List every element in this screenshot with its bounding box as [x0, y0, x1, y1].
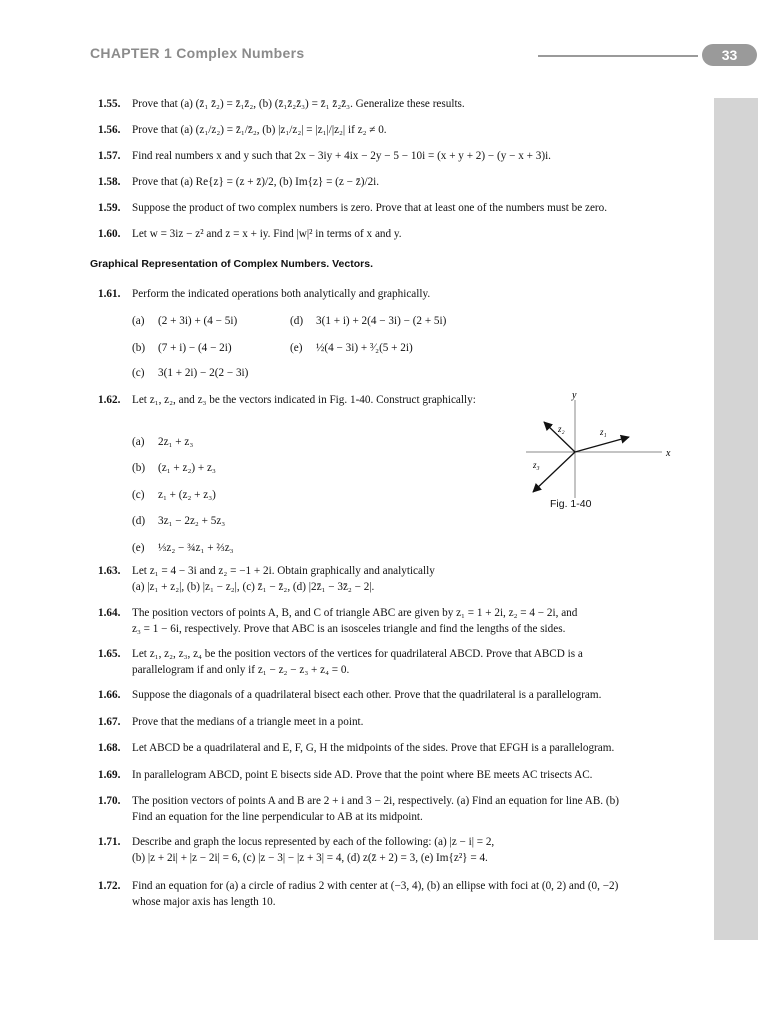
problem-number: 1.68. [98, 742, 121, 754]
part-c [132, 487, 216, 503]
part-label: (a) [132, 315, 145, 327]
problem-text: Suppose the product of two complex numbers is zero. Prove that at least one of the numbers must be zero. [132, 202, 608, 214]
problem-text: Prove that (a) Re{z} = (z + z̄)/2, (b) Im{z} = (z − z̄)/2i. [132, 176, 380, 188]
problem-number: 1.70. [98, 795, 121, 807]
part-e [132, 540, 234, 556]
part-label: (c) [132, 367, 145, 379]
problem-text: Perform the indicated operations both analytically and graphically. [132, 288, 431, 300]
problem-text-line: Prove that the medians of a triangle meet in a point. [132, 716, 364, 728]
part-expression: 3(1 + i) + 2(4 − 3i) − (2 + 5i) [316, 315, 447, 327]
problem-text: Let z₁, z₂, and z₃ be the vectors indicated in Fig. 1-40. Construct graphically: [132, 394, 476, 406]
problem-number: 1.66. [98, 689, 121, 701]
problem-text-line: Find an equation for the line perpendicular to AB at its midpoint. [132, 811, 423, 823]
problem-number: 1.56. [98, 124, 121, 136]
problem-number: 1.60. [98, 228, 121, 240]
problem-number: 1.64. [98, 607, 121, 619]
part-c [132, 365, 248, 381]
problem-number: 1.61. [98, 288, 121, 300]
page-header [90, 44, 738, 66]
problem-text-line: The position vectors of points A, B, and C of triangle ABC are given by z₁ = 1 + 2i, z₂ = 4 − 2i, and [132, 607, 578, 619]
problem-text-line: parallelogram if and only if z₁ − z₂ − z₃ + z₄ = 0. [132, 664, 350, 676]
problem-number: 1.71. [98, 836, 121, 848]
vector-z2-label: z₂ [558, 424, 565, 434]
x-axis-label: x [666, 448, 671, 459]
problem-number: 1.63. [98, 565, 121, 577]
part-label: (c) [132, 489, 145, 501]
chapter-title: CHAPTER 1 Complex Numbers [90, 45, 305, 61]
problem-number: 1.62. [98, 394, 121, 406]
problem-number: 1.58. [98, 176, 121, 188]
problem-number: 1.59. [98, 202, 121, 214]
vector-z3-label: z₃ [533, 460, 540, 470]
part-label: (b) [132, 462, 146, 474]
problem-text-line: Describe and graph the locus represented by each of the following: (a) |z − i| = 2, [132, 836, 495, 848]
vector-z1-label: z₁ [600, 427, 607, 437]
page-number-badge: 33 [702, 44, 757, 66]
problem-text-line: In parallelogram ABCD, point E bisects side AD. Prove that the point where BE meets AC trisects AC. [132, 769, 593, 781]
part-e [290, 340, 413, 356]
problem-text-line: Let z₁, z₂, z₃, z₄ be the position vectors of the vertices for quadrilateral ABCD. Prove that ABCD is a [132, 648, 583, 660]
vector-z3 [533, 452, 575, 492]
part-expression: 2z₁ + z₃ [158, 436, 194, 448]
problem-number: 1.72. [98, 880, 121, 892]
figure-caption: Fig. 1-40 [550, 498, 592, 510]
problem-text: Prove that (a) (z̄₁ z̄₂) = z̄₁z̄₂, (b) (z̄₁z̄₂z̄₃) = z̄₁ z̄₂z̄₃. Generalize these results. [132, 98, 465, 110]
part-expression: (7 + i) − (4 − 2i) [158, 342, 232, 354]
problem-text-line: (a) |z₁ + z₂|, (b) |z₁ − z₂|, (c) z̄₁ − z̄₂, (d) |2z̄₁ − 3z̄₂ − 2|. [132, 581, 375, 593]
part-a [132, 434, 193, 450]
part-b [132, 460, 216, 476]
part-b [132, 340, 232, 356]
part-d [290, 313, 446, 329]
problem-number: 1.67. [98, 716, 121, 728]
section-heading: Graphical Representation of Complex Numbers. Vectors. [90, 258, 373, 270]
part-expression: 3(1 + 2i) − 2(2 − 3i) [158, 367, 249, 379]
part-label: (b) [132, 342, 146, 354]
part-expression: ½(4 − 3i) + ³⁄₂(5 + 2i) [316, 342, 413, 354]
header-rule [538, 55, 698, 57]
part-label: (d) [132, 515, 146, 527]
y-axis-label: y [572, 390, 577, 401]
problem-number: 1.69. [98, 769, 121, 781]
problem-text: Prove that (a) (z₁/z₂) = z̄₁/z̄₂, (b) |z₁/z₂| = |z₁|/|z₂| if z₂ ≠ 0. [132, 124, 387, 136]
part-d [132, 513, 225, 529]
problem-text-line: (b) |z + 2i| + |z − 2i| = 6, (c) |z − 3| − |z + 3| = 4, (d) z(z̄ + 2) = 3, (e) Im{z²} = 4. [132, 852, 488, 864]
problem-number: 1.57. [98, 150, 121, 162]
problem-number: 1.55. [98, 98, 121, 110]
part-label: (a) [132, 436, 145, 448]
part-expression: (z₁ + z₂) + z₃ [158, 462, 216, 474]
vector-z1 [575, 437, 629, 452]
problem-text-line: Suppose the diagonals of a quadrilateral bisect each other. Prove that the quadrilateral is a parallelogram. [132, 689, 602, 701]
problem-text-line: Let ABCD be a quadrilateral and E, F, G, H the midpoints of the sides. Prove that EFGH is a parallelogram. [132, 742, 615, 754]
problem-text-line: whose major axis has length 10. [132, 896, 276, 908]
problem-number: 1.65. [98, 648, 121, 660]
problem-text-line: z₃ = 1 − 6i, respectively. Prove that ABC is an isosceles triangle and find the lengths of the sides. [132, 623, 566, 635]
problem-text-line: Let z₁ = 4 − 3i and z₂ = −1 + 2i. Obtain graphically and analytically [132, 565, 435, 577]
part-label: (e) [290, 342, 303, 354]
part-label: (d) [290, 315, 304, 327]
part-expression: z₁ + (z₂ + z₃) [158, 489, 216, 501]
part-expression: (2 + 3i) + (4 − 5i) [158, 315, 238, 327]
part-expression: ⅓z₂ − ¾z₁ + ⅔z₃ [158, 542, 234, 554]
part-expression: 3z₁ − 2z₂ + 5z₃ [158, 515, 226, 527]
problem-text-line: The position vectors of points A and B are 2 + i and 3 − 2i, respectively. (a) Find an equation for line AB. (b) [132, 795, 619, 807]
problem-text-line: Find an equation for (a) a circle of radius 2 with center at (−3, 4), (b) an ellipse with foci at (0, 2) and (0, −2) [132, 880, 619, 892]
problem-text: Find real numbers x and y such that 2x − 3iy + 4ix − 2y − 5 − 10i = (x + y + 2) − (y − x + 3)i. [132, 150, 551, 162]
part-label: (e) [132, 542, 145, 554]
problem-text: Let w = 3iz − z² and z = x + iy. Find |w|² in terms of x and y. [132, 228, 402, 240]
part-a [132, 313, 237, 329]
page-side-tab [714, 98, 758, 940]
